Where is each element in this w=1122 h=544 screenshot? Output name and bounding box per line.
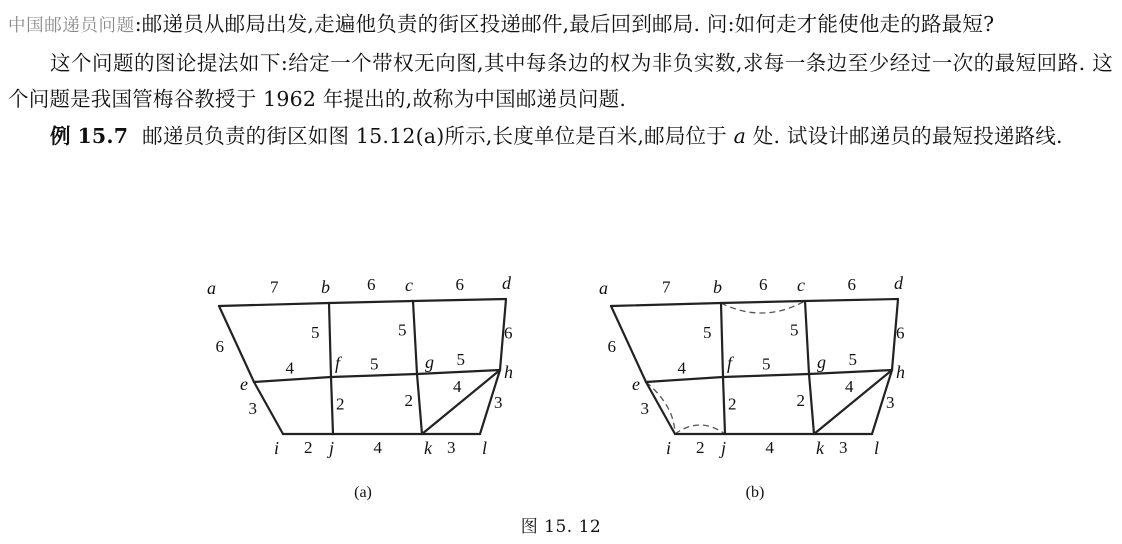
example-label: 例 xyxy=(50,123,71,148)
example-statement xyxy=(8,118,1113,155)
edge-ab xyxy=(611,303,721,306)
edge-cg xyxy=(413,301,417,374)
edge-ab xyxy=(219,303,329,306)
edge-weight-dh: 6 xyxy=(504,323,513,343)
vertex-label-c: c xyxy=(797,275,805,295)
edge-gk xyxy=(809,374,814,434)
edge-bf xyxy=(721,303,723,377)
edge-weight-cd: 6 xyxy=(455,275,464,294)
vertex-label-f: f xyxy=(727,353,733,373)
body-text xyxy=(8,6,1113,154)
edge-weight-fj: 2 xyxy=(728,394,737,414)
edge-weight-gh: 5 xyxy=(848,350,857,369)
vertex-label-g: g xyxy=(425,352,434,372)
vertex-label-b: b xyxy=(713,277,722,297)
vertex-label-j: j xyxy=(329,438,335,458)
edge-bc xyxy=(721,301,805,303)
edge-weight-ae: 6 xyxy=(215,337,224,356)
edge-weight-ef: 4 xyxy=(677,358,686,378)
term-chinese-postman-problem: 中国邮递员问题 xyxy=(8,16,135,36)
edge-weight-jk: 4 xyxy=(373,438,382,457)
figure-15-12-svg xyxy=(0,270,1122,540)
vertex-label-e: e xyxy=(632,374,640,394)
edge-weight-ei: 3 xyxy=(640,399,649,418)
vertex-label-e: e xyxy=(240,374,248,394)
edge-ef xyxy=(254,377,331,382)
edge-weight-cg: 5 xyxy=(790,320,799,340)
edge-weight-ef: 4 xyxy=(285,358,294,378)
edge-bc xyxy=(329,301,413,303)
example-text-before: 邮递员负责的街区如图 15.12(a)所示,长度单位是百米,邮局位于 xyxy=(142,123,734,148)
vertex-label-i: i xyxy=(666,438,672,458)
vertex-label-d: d xyxy=(894,273,903,293)
subfigure-label-subfigure_a: (a) xyxy=(354,484,372,501)
subfigure-label-subfigure_b: (b) xyxy=(745,484,765,501)
problem-statement-text: :邮递员从邮局出发,走遍他负责的街区投递邮件,最后回到邮局. 问:如何走才能使他走的路最短? xyxy=(134,12,995,36)
edge-weight-fj: 2 xyxy=(336,394,345,414)
vertex-label-i: i xyxy=(274,438,280,458)
edge-weight-ab: 7 xyxy=(662,277,671,297)
edge-ei xyxy=(646,382,675,434)
vertex-label-a: a xyxy=(207,278,216,298)
edge-weight-bf: 5 xyxy=(311,323,320,342)
vertex-label-d: d xyxy=(502,273,511,293)
vertex-label-l: l xyxy=(874,438,880,458)
edge-fj xyxy=(723,377,725,434)
edge-weight-gk: 2 xyxy=(796,391,805,410)
edge-weight-dh: 6 xyxy=(896,323,905,343)
edge-weight-fg: 5 xyxy=(762,354,771,374)
figure-area xyxy=(0,270,1122,540)
edge-weight-hl: 3 xyxy=(494,393,503,412)
edge-fg xyxy=(331,374,417,377)
paragraph-problem-statement xyxy=(8,6,1113,45)
edge-weight-gh: 5 xyxy=(456,350,465,369)
edge-weight-ae: 6 xyxy=(607,337,616,356)
edge-weight-gk: 2 xyxy=(404,391,413,410)
edge-ef xyxy=(646,377,723,382)
post-office-vertex: a xyxy=(733,123,747,148)
edge-weight-cd: 6 xyxy=(847,275,856,294)
edge-cd xyxy=(413,299,506,301)
edge-gk xyxy=(417,374,422,434)
edge-weight-kl: 3 xyxy=(447,438,456,457)
edge-ae xyxy=(611,306,646,382)
paragraph-graph-formulation xyxy=(8,45,1113,118)
edge-weight-kl: 3 xyxy=(839,438,848,457)
vertex-label-f: f xyxy=(335,353,341,373)
vertex-label-b: b xyxy=(321,277,330,297)
edge-bf xyxy=(329,303,331,377)
vertex-label-h: h xyxy=(896,362,905,382)
edge-weight-fg: 5 xyxy=(370,354,379,374)
duplicated-edge-ij xyxy=(675,425,725,434)
graph-subfigure_b xyxy=(599,273,905,501)
edge-weight-jk: 4 xyxy=(765,438,774,457)
figure-caption: 图 15. 12 xyxy=(520,517,602,537)
edge-weight-cg: 5 xyxy=(398,320,407,340)
example-text-after: 处. 试设计邮递员的最短投递路线. xyxy=(746,123,1063,148)
edge-weight-bc: 6 xyxy=(367,275,376,294)
edge-fj xyxy=(331,377,333,434)
vertex-label-h: h xyxy=(504,362,513,382)
graph-subfigure_a xyxy=(207,273,513,501)
edge-weight-ab: 7 xyxy=(270,277,279,297)
edge-weight-bc: 6 xyxy=(759,275,768,294)
edge-weight-kh: 4 xyxy=(845,377,854,396)
graph-formulation-text: 这个问题的图论提法如下:给定一个带权无向图,其中每条边的权为非负实数,求每一条边至少经过一次的最短回路. 这个问题是我国管梅谷教授于 1962 年提出的,故称为中国邮递员问题. xyxy=(8,50,1113,111)
edge-ae xyxy=(219,306,254,382)
vertex-label-c: c xyxy=(405,275,413,295)
example-number: 15.7 xyxy=(77,123,129,148)
edge-weight-kh: 4 xyxy=(453,377,462,396)
vertex-label-k: k xyxy=(816,438,824,458)
vertex-label-g: g xyxy=(817,352,826,372)
vertex-label-k: k xyxy=(424,438,432,458)
vertex-label-a: a xyxy=(599,278,608,298)
edge-ei xyxy=(254,382,283,434)
vertex-label-l: l xyxy=(482,438,488,458)
edge-weight-bf: 5 xyxy=(703,323,712,342)
edge-weight-ij: 2 xyxy=(696,438,705,457)
edge-cd xyxy=(805,299,898,301)
edge-cg xyxy=(805,301,809,374)
edge-weight-ei: 3 xyxy=(248,399,257,418)
edge-weight-hl: 3 xyxy=(886,393,895,412)
edge-weight-ij: 2 xyxy=(304,438,313,457)
vertex-label-j: j xyxy=(721,438,727,458)
edge-fg xyxy=(723,374,809,377)
